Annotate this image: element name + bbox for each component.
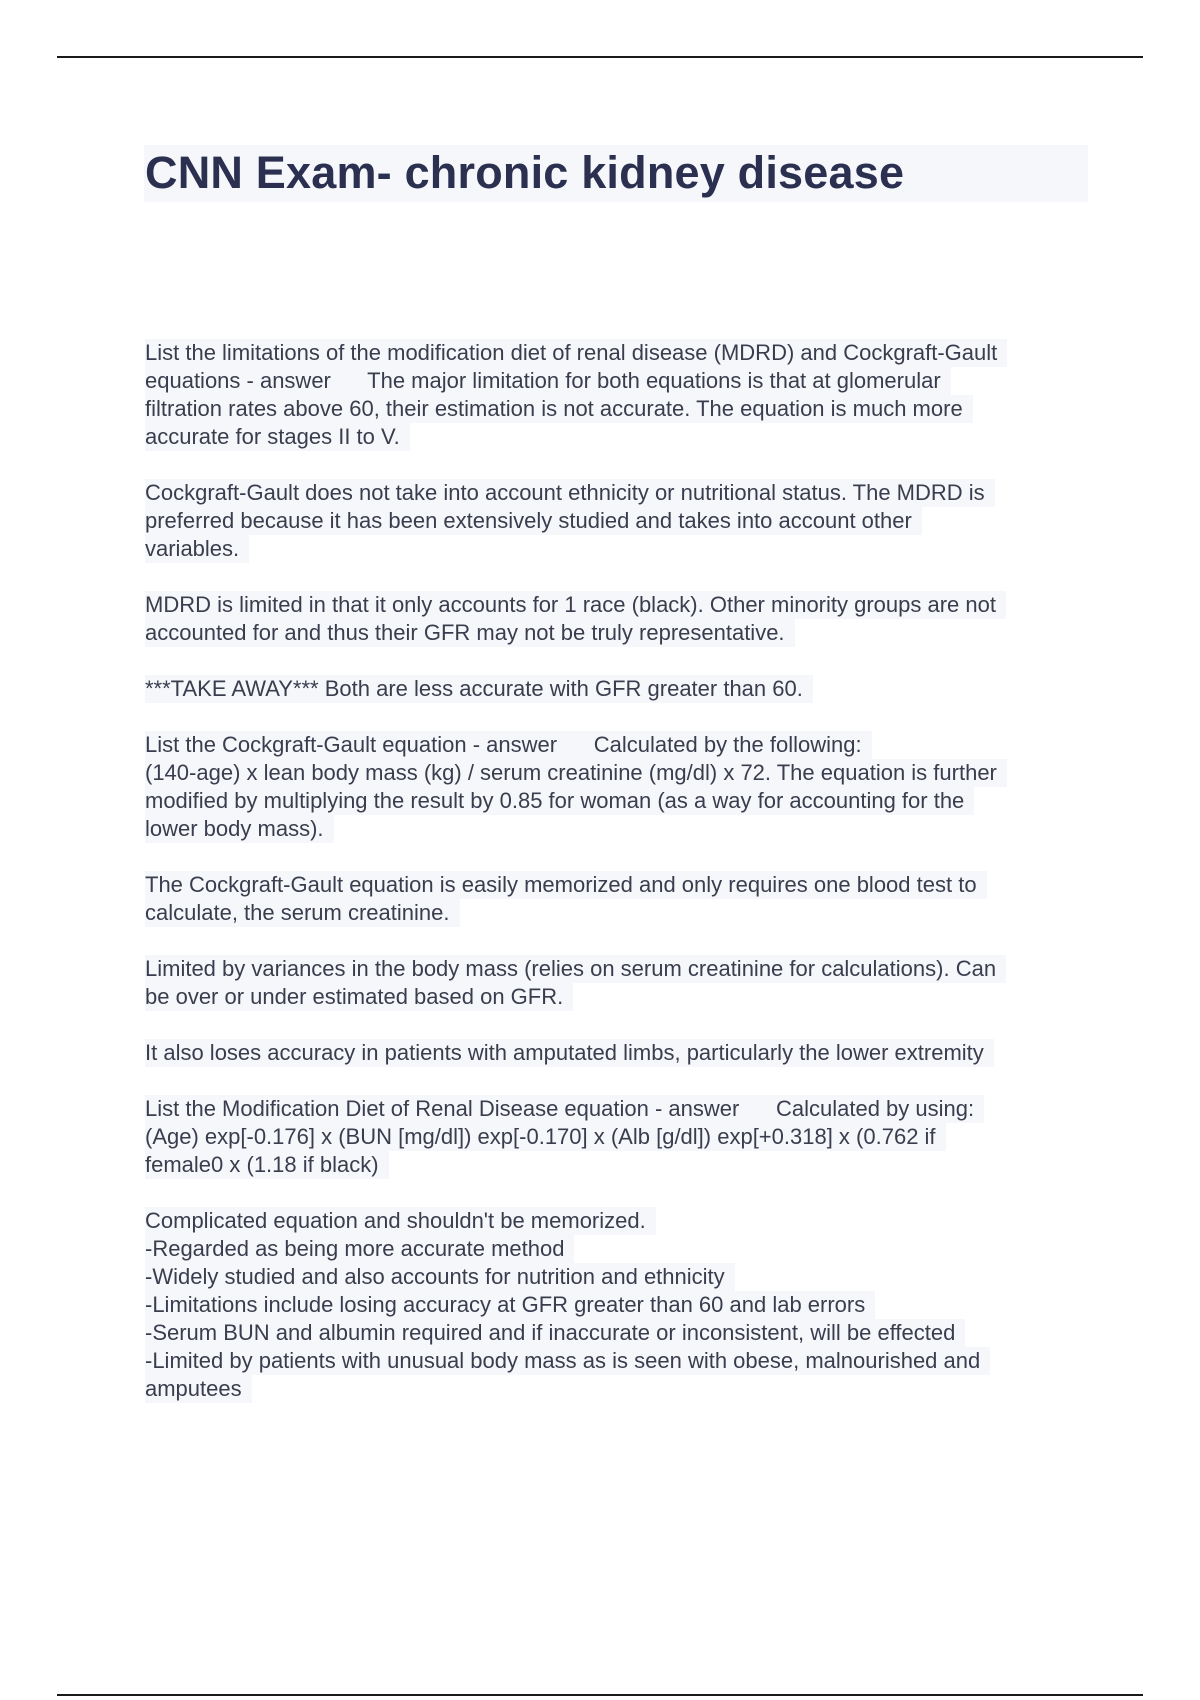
paragraph-amputated-limbs bbox=[145, 1039, 1090, 1067]
paragraph-take-away bbox=[145, 675, 1090, 703]
list-item: -Regarded as being more accurate method bbox=[145, 1235, 574, 1263]
text-line: modified by multiplying the result by 0.85 for woman (as a way for accounting for the bbox=[145, 787, 974, 815]
bottom-rule bbox=[57, 1694, 1143, 1696]
text-line: List the Cockgraft-Gault equation - answer Calculated by the following: bbox=[145, 731, 872, 759]
paragraph-mdrd-race bbox=[145, 591, 1090, 647]
text-line: preferred because it has been extensively studied and takes into account other bbox=[145, 507, 922, 535]
text-line: It also loses accuracy in patients with amputated limbs, particularly the lower extremity bbox=[145, 1039, 994, 1067]
text-line: List the Modification Diet of Renal Disease equation - answer Calculated by using: bbox=[145, 1095, 984, 1123]
page-title: CNN Exam- chronic kidney disease bbox=[145, 147, 905, 198]
list-item: -Serum BUN and albumin required and if inaccurate or inconsistent, will be effected bbox=[145, 1319, 965, 1347]
text-line: equations - answer The major limitation for both equations is that at glomerular bbox=[145, 367, 951, 395]
list-item: amputees bbox=[145, 1375, 252, 1403]
text-line: accurate for stages II to V. bbox=[145, 423, 410, 451]
paragraph-mdrd-equation bbox=[145, 1095, 1090, 1179]
text-line: (Age) exp[-0.176] x (BUN [mg/dl]) exp[-0.170] x (Alb [g/dl]) exp[+0.318] x (0.762 if bbox=[145, 1123, 946, 1151]
text-line: Cockgraft-Gault does not take into account ethnicity or nutritional status. The MDRD is bbox=[145, 479, 995, 507]
document-body bbox=[145, 339, 1090, 1431]
text-line: Complicated equation and shouldn't be memorized. bbox=[145, 1207, 656, 1235]
text-line: The Cockgraft-Gault equation is easily memorized and only requires one blood test to bbox=[145, 871, 987, 899]
text-line: filtration rates above 60, their estimation is not accurate. The equation is much more bbox=[145, 395, 973, 423]
text-line: List the limitations of the modification diet of renal disease (MDRD) and Cockgraft-Gault bbox=[145, 339, 1007, 367]
text-line: accounted for and thus their GFR may not be truly representative. bbox=[145, 619, 795, 647]
top-rule bbox=[57, 56, 1143, 58]
text-line: variables. bbox=[145, 535, 249, 563]
text-line: female0 x (1.18 if black) bbox=[145, 1151, 389, 1179]
text-line: Limited by variances in the body mass (relies on serum creatinine for calculations). Can bbox=[145, 955, 1006, 983]
text-line: ***TAKE AWAY*** Both are less accurate with GFR greater than 60. bbox=[145, 675, 813, 703]
paragraph-cockgraft-equation bbox=[145, 731, 1090, 843]
paragraph-cockgraft-memorized bbox=[145, 871, 1090, 927]
text-line: MDRD is limited in that it only accounts for 1 race (black). Other minority groups are not bbox=[145, 591, 1006, 619]
text-line: calculate, the serum creatinine. bbox=[145, 899, 460, 927]
paragraph-body-mass-variance bbox=[145, 955, 1090, 1011]
text-line: be over or under estimated based on GFR. bbox=[145, 983, 573, 1011]
text-line: lower body mass). bbox=[145, 815, 334, 843]
paragraph-mdrd-notes bbox=[145, 1207, 1090, 1403]
paragraph-cockgraft-ethnicity bbox=[145, 479, 1090, 563]
text-line: (140-age) x lean body mass (kg) / serum creatinine (mg/dl) x 72. The equation is further bbox=[145, 759, 1007, 787]
list-item: -Widely studied and also accounts for nutrition and ethnicity bbox=[145, 1263, 735, 1291]
list-item: -Limitations include losing accuracy at GFR greater than 60 and lab errors bbox=[145, 1291, 875, 1319]
paragraph-mdrd-limitations bbox=[145, 339, 1090, 451]
list-item: -Limited by patients with unusual body mass as is seen with obese, malnourished and bbox=[145, 1347, 990, 1375]
